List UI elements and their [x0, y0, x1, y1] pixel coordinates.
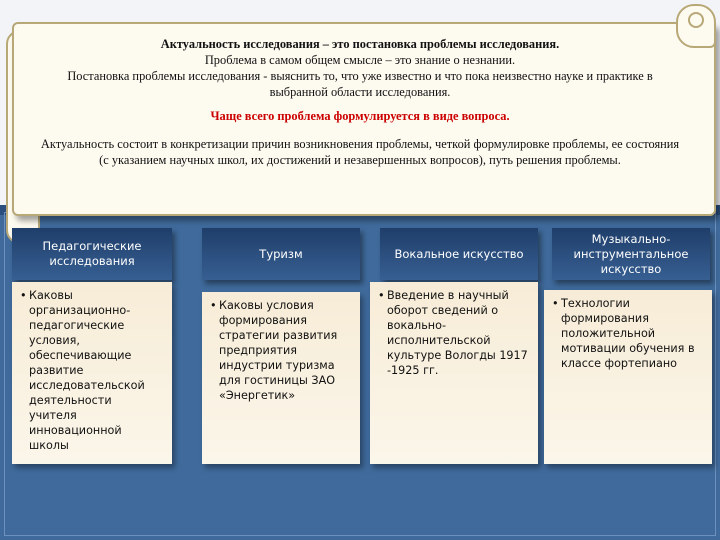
- bullet: •: [210, 299, 217, 312]
- column-title: Вокальное искусство: [394, 246, 524, 261]
- list-item: [210, 298, 350, 403]
- list-item: [378, 288, 528, 378]
- scroll-line: Проблема в самом общем смысле – это знание о незнании.: [204, 53, 516, 67]
- scroll-highlight: Чаще всего проблема формулируется в виде вопроса.: [210, 109, 510, 123]
- scroll-text: [40, 36, 680, 168]
- column-body-pedagogy: [12, 282, 172, 464]
- column-header-pedagogy: [12, 228, 172, 280]
- scroll-curl-top: [676, 4, 716, 48]
- scroll-line: Постановка проблемы исследования - выяснить то, что уже известно и что пока неизвестно науке и практике в выбранной области исследования.: [67, 69, 653, 99]
- bullet: •: [378, 289, 385, 302]
- column-title: Педагогические исследования: [42, 239, 142, 268]
- column-text: Каковы условия формирования стратегии развития предприятия индустрии туризма для гостиницы ЗАО «Энергетик»: [219, 299, 338, 402]
- column-header-vocal: [380, 228, 538, 280]
- column-title: Музыкально-инструментальное искусство: [573, 231, 689, 276]
- bullet: •: [552, 297, 559, 310]
- scroll-title: Актуальность исследования – это постановка проблемы исследования.: [160, 37, 560, 51]
- column-header-tourism: [202, 228, 360, 280]
- column-body-tourism: [202, 292, 360, 464]
- column-text: Введение в научный оборот сведений о вокально-исполнительской культуре Вологды 1917 -1925 гг.: [387, 289, 528, 377]
- column-text: Технологии формирования положительной мотивации обучения в классе фортепиано: [561, 297, 695, 370]
- column-text: Каковы организационно-педагогические условия, обеспечивающие развитие исследовательской деятельности учителя инновационной школы: [29, 289, 145, 452]
- list-item: [20, 288, 162, 453]
- scroll-line: Актуальность состоит в конкретизации причин возникновения проблемы, четкой формулировке проблемы, ее состояния (с указанием научных школ, их достижений и незавершенных вопросов), путь решения проблемы.: [40, 137, 680, 167]
- list-item: [552, 296, 702, 371]
- bullet: •: [20, 289, 27, 302]
- column-header-instrumental: [552, 228, 710, 280]
- column-body-instrumental: [544, 290, 712, 464]
- column-body-vocal: [370, 282, 538, 464]
- column-title: Туризм: [259, 246, 303, 261]
